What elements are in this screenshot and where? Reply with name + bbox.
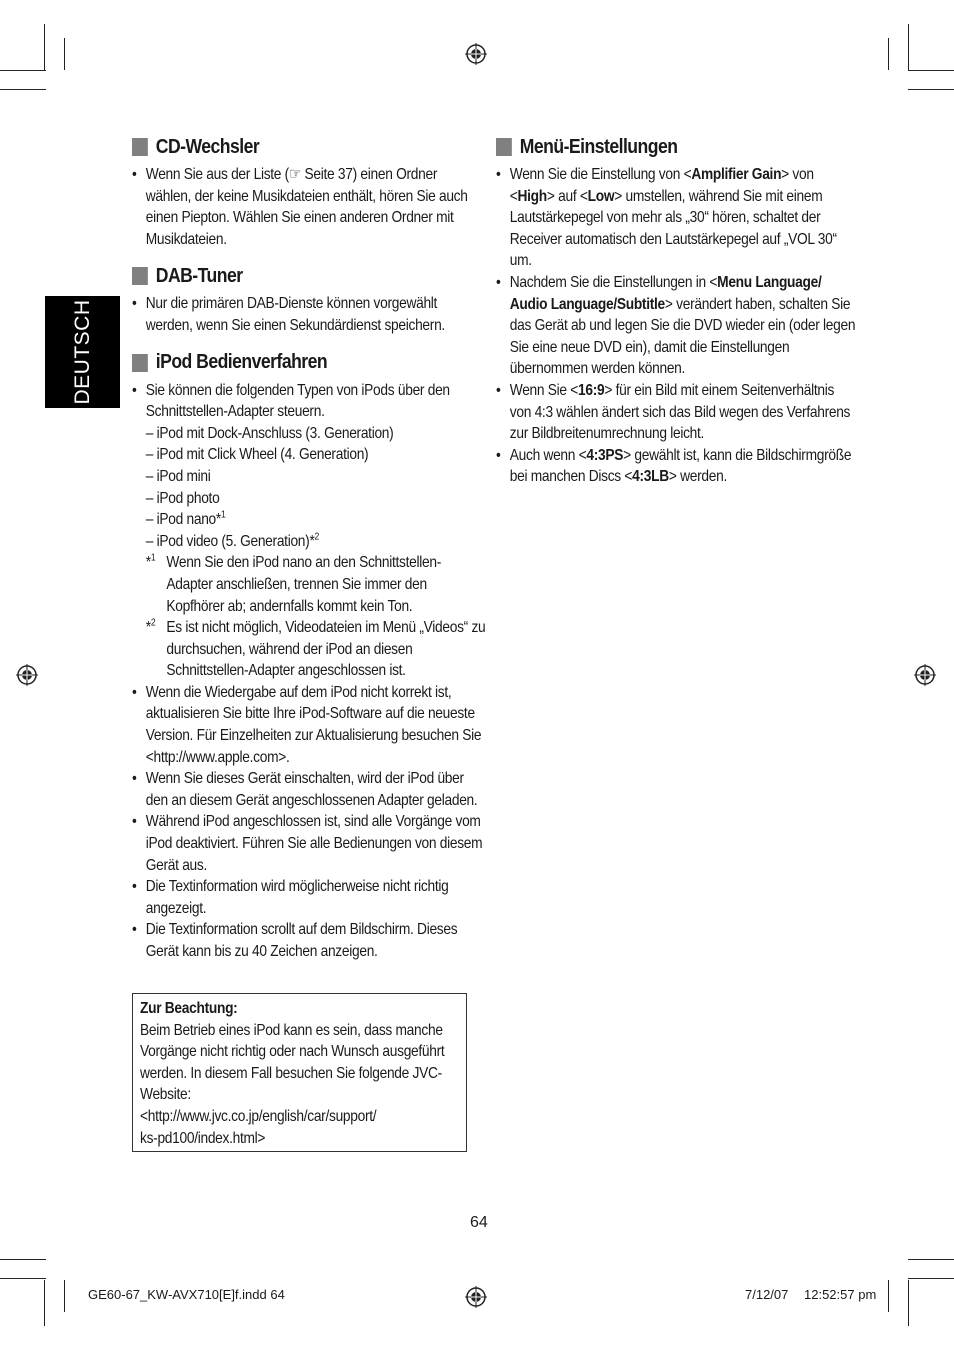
note-title: Zur Beachtung: xyxy=(140,1000,238,1017)
bullet-icon: • xyxy=(496,166,501,183)
section-marker-icon xyxy=(132,138,148,156)
footer-date: 7/12/07 xyxy=(745,1287,789,1302)
ipod-bullet-6: • Die Textinformation scrollt auf dem Bildschirm. Dieses Gerät kann bis zu 40 Zeichen anzeigen. xyxy=(132,921,458,960)
footnote-2: *$^2$ Es ist nicht möglich, Videodateien im Menü „Videos“ zu durchsuchen, während der iPod an diesen Schnittstellen-Adapter angeschlossen ist. xyxy=(145,617,486,680)
language-tab xyxy=(45,296,120,408)
registration-mark-bottom-icon xyxy=(465,1286,487,1308)
menu-bullet-2: • Nachdem Sie die Einstellungen in <Menu Language/ Audio Language/Subtitle> verändert haben, schalten Sie das Gerät ab und legen Sie die DVD wieder ein (oder legen Sie eine neue DVD ein), damit die Einstellungen übernommen werden können. xyxy=(496,273,856,378)
bullet-icon: • xyxy=(132,295,137,313)
note-box xyxy=(132,993,467,1152)
bullet-icon: • xyxy=(132,683,137,701)
footnote-1: *$^1$ Wenn Sie den iPod nano an den Schnittstellen-Adapter anschließen, trennen Sie immer den Kopfhörer ab; andernfalls kommt kein Ton. xyxy=(145,552,442,615)
page-number: 64 xyxy=(470,1214,488,1231)
section-marker-icon xyxy=(496,138,512,156)
bullet-icon: • xyxy=(496,381,501,399)
menu-bullet-4: • Auch wenn <4:3PS> gewählt ist, kann die Bildschirmgröße bei manchen Discs <4:3LB> werden. xyxy=(496,446,852,486)
ipod-type-item: – iPod video (5. Generation)*$^2$ xyxy=(145,531,319,550)
note-text: Beim Betrieb eines iPod kann es sein, dass manche Vorgänge nicht richtig oder nach Wunsch ausgeführt werden. In diesem Fall besuchen Sie folgende JVC-Website: xyxy=(140,1021,445,1104)
section-menu-title: Menü-Einstellungen xyxy=(496,130,800,164)
menu-bullet-3: • Wenn Sie <16:9> für ein Bild mit einem Seitenverhältnis von 4:3 wählen ändert sich das Bild wegen des Verfahrens zur Bildbreitenumrechnung leicht. xyxy=(496,381,851,443)
bullet-icon: • xyxy=(132,921,137,939)
bullet-icon: • xyxy=(132,770,137,788)
ipod-bullet-3: • Wenn Sie dieses Gerät einschalten, wird der iPod über den an diesem Gerät angeschlossenen Adapter geladen. xyxy=(132,770,478,809)
ipod-type-item: – iPod mit Click Wheel (4. Generation) xyxy=(145,446,369,464)
menu-bullet-1: • Wenn Sie die Einstellung von <Amplifier Gain> von <High> auf <Low> umstellen, während Sie mit einem Lautstärkepegel von mehr als „30“ hören, schaltet der Receiver automatisch den Lautstärkepegel auf „VOL 30“ um. xyxy=(496,166,837,270)
registration-mark-right-icon xyxy=(914,664,936,686)
cd-bullet-1: • Wenn Sie aus der Liste (☞ Seite 37) einen Ordner wählen, der keine Musikdateien enthält, hören Sie auch einen Piepton. Wählen Sie einen anderen Ordner mit Musikdateien. xyxy=(132,166,468,248)
section-marker-icon xyxy=(132,354,148,372)
bullet-icon: • xyxy=(132,813,137,831)
bullet-icon: • xyxy=(496,273,501,291)
section-marker-icon xyxy=(132,267,148,285)
bullet-icon: • xyxy=(496,446,501,464)
dab-bullet-1: • Nur die primären DAB-Dienste können vorgewählt werden, wenn Sie einen Sekundärdienst speichern. xyxy=(132,295,445,334)
ipod-type-item: – iPod mini xyxy=(145,467,211,485)
registration-mark-top-icon xyxy=(465,43,487,65)
ipod-bullet-1: • Sie können die folgenden Typen von iPods über den Schnittstellen-Adapter steuern. – iPod mit Dock-Anschluss (3. Generation) – iPod mit Click Wheel (4. Generation) – iPod mini – iPod photo – iPod nano*$^1$ – iPod video (5. Generation)*$^2$ *$^1$ Wenn Sie den iPod nano an den Schnittstellen-Adapter anschließen, trennen Sie immer den Kopfhörer ab; andernfalls kommt kein Ton. *$^2$ Es ist nicht möglich, Videodateien im Menü „Videos“ zu durchsuchen, während der iPod an diesen Schnittstellen-Adapter angeschlossen ist. xyxy=(132,380,485,682)
right-column xyxy=(496,130,856,488)
ipod-bullet-5: • Die Textinformation wird möglicherweise nicht richtig angezeigt. xyxy=(132,878,449,917)
registration-mark-left-icon xyxy=(16,664,38,686)
bullet-icon: • xyxy=(132,166,137,183)
bullet-icon: • xyxy=(132,381,137,399)
footnote-mark: *$^1$ xyxy=(145,552,156,572)
language-tab-label: DEUTSCH xyxy=(70,299,94,405)
note-url-line-2: ks-pd100/index.html> xyxy=(140,1129,266,1147)
section-ipod-title: iPod Bedienverfahren xyxy=(132,346,428,380)
ipod-bullet-4: • Während iPod angeschlossen ist, sind alle Vorgänge vom iPod deaktiviert. Führen Sie alle Bedienungen von diesem Gerät aus. xyxy=(132,813,483,874)
section-cd-wechsler-title: CD-Wechsler xyxy=(132,130,428,164)
ipod-type-item: – iPod mit Dock-Anschluss (3. Generation) xyxy=(145,424,394,442)
left-column xyxy=(132,130,486,963)
ipod-type-item: – iPod photo xyxy=(145,489,220,507)
ipod-type-item: – iPod nano*$^1$ xyxy=(145,509,226,529)
section-dab-tuner-title: DAB-Tuner xyxy=(132,259,428,293)
footnote-mark: *$^2$ xyxy=(145,617,156,637)
bullet-icon: • xyxy=(132,878,137,896)
ipod-bullet-2: • Wenn die Wiedergabe auf dem iPod nicht korrekt ist, aktualisieren Sie bitte Ihre iPod-Software auf die neueste Version. Für Einzelheiten zur Aktualisierung besuchen Sie <http://www.apple.com>. xyxy=(132,683,482,766)
note-url-line-1: <http://www.jvc.co.jp/english/car/support/ xyxy=(140,1107,377,1125)
footer-time: 12:52:57 pm xyxy=(804,1287,877,1302)
footer-file: GE60-67_KW-AVX710[E]f.indd 64 xyxy=(88,1287,285,1302)
